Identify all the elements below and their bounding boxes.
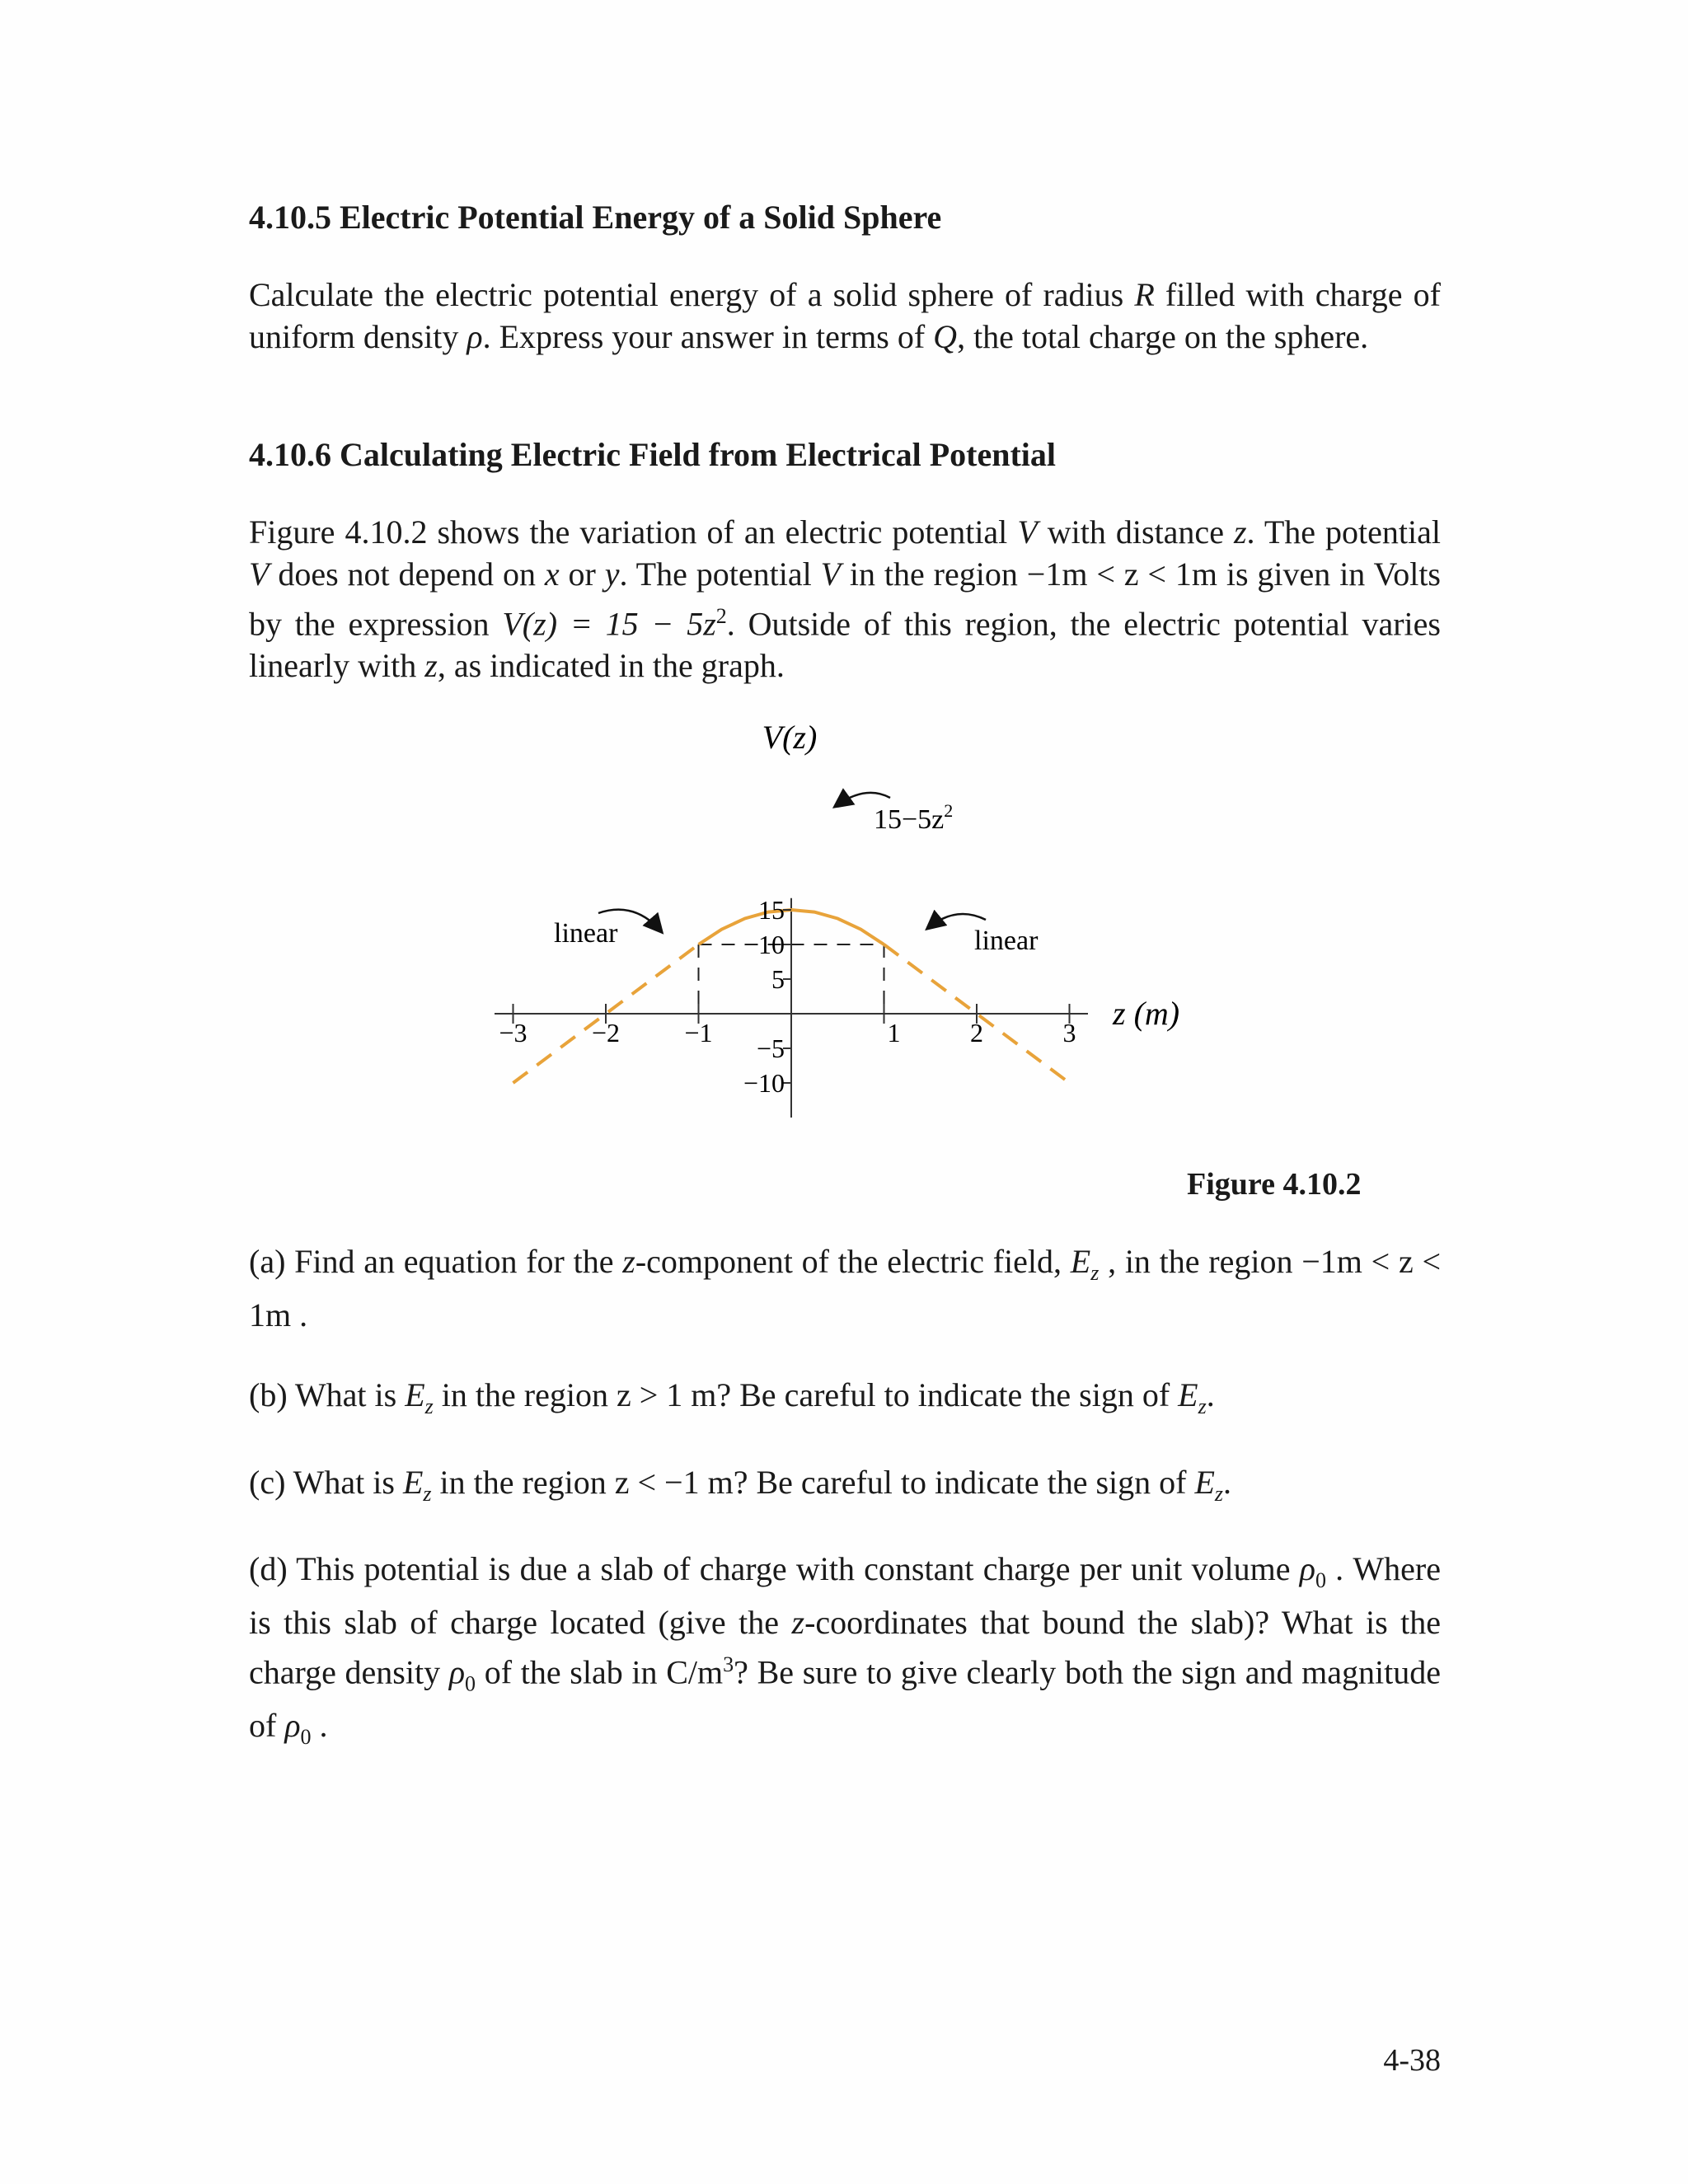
figure-caption: Figure 4.10.2: [1187, 1167, 1362, 1202]
section-4-10-6-paragraph: Figure 4.10.2 shows the variation of an electric potential V with distance z. The potential V does not depend on x or y. The potential V in the region −1m < z < 1m is given in Volts by the expression $V(z) = 15 - 5z^2$. Outside of this region, the electric potential varies linearly with z, as indicated in the graph.: [249, 513, 1441, 685]
question-b: (b) What is $E_z$ in the region z > 1 m? Be careful to indicate the sign of $E_z$.: [249, 1376, 1215, 1418]
question-d: (d) This potential is due a slab of charge with constant charge per unit volume $\rho_0$ . Where is this slab of charge located (give the z-coordinates that bound the slab)? What is the charge density $\rho_0$ of the slab in $C/m^3$? Be sure to give clearly both the sign and magnitude of $\rho_0$ .: [249, 1550, 1442, 1750]
x-tick-label: −1: [684, 1018, 713, 1047]
y-tick-label: 5: [771, 964, 785, 994]
section-4-10-5-title: 4.10.5 Electric Potential Energy of a Solid Sphere: [249, 199, 942, 236]
y-tick-label: 10: [758, 930, 785, 959]
curve-label: $15-5z^2$: [874, 800, 954, 835]
graph-annotations: [554, 793, 1039, 956]
y-tick-label: −10: [743, 1068, 785, 1098]
x-tick-label: 3: [1062, 1018, 1076, 1047]
linear-left-label: linear: [554, 918, 618, 949]
x-tick-label: 1: [887, 1018, 901, 1047]
page-number: 4-38: [1383, 2043, 1441, 2078]
x-axis-label: z (m): [1113, 995, 1180, 1032]
section-4-10-6-title: 4.10.6 Calculating Electric Field from Electrical Potential: [249, 436, 1057, 473]
section-4-10-5-paragraph: Calculate the electric potential energy of a solid sphere of radius R filled with charge of uniform density ρ. Express your answer in terms of Q, the total charge on the sphere.: [249, 276, 1441, 355]
y-axis-label: V(z): [762, 719, 818, 756]
x-tick-label: −3: [499, 1018, 528, 1047]
question-c: (c) What is $E_z$ in the region z < −1 m? Be careful to indicate the sign of $E_z$.: [249, 1464, 1232, 1506]
x-tick-label: 2: [970, 1018, 983, 1047]
y-tick-label: 15: [758, 895, 785, 925]
x-tick-label: −2: [591, 1018, 621, 1047]
y-tick-label: −5: [756, 1033, 785, 1063]
question-a: (a) Find an equation for the z-component of the electric field, $E_z$ , in the region −1m < z < 1m .: [249, 1243, 1441, 1333]
linear-right-label: linear: [974, 926, 1039, 956]
